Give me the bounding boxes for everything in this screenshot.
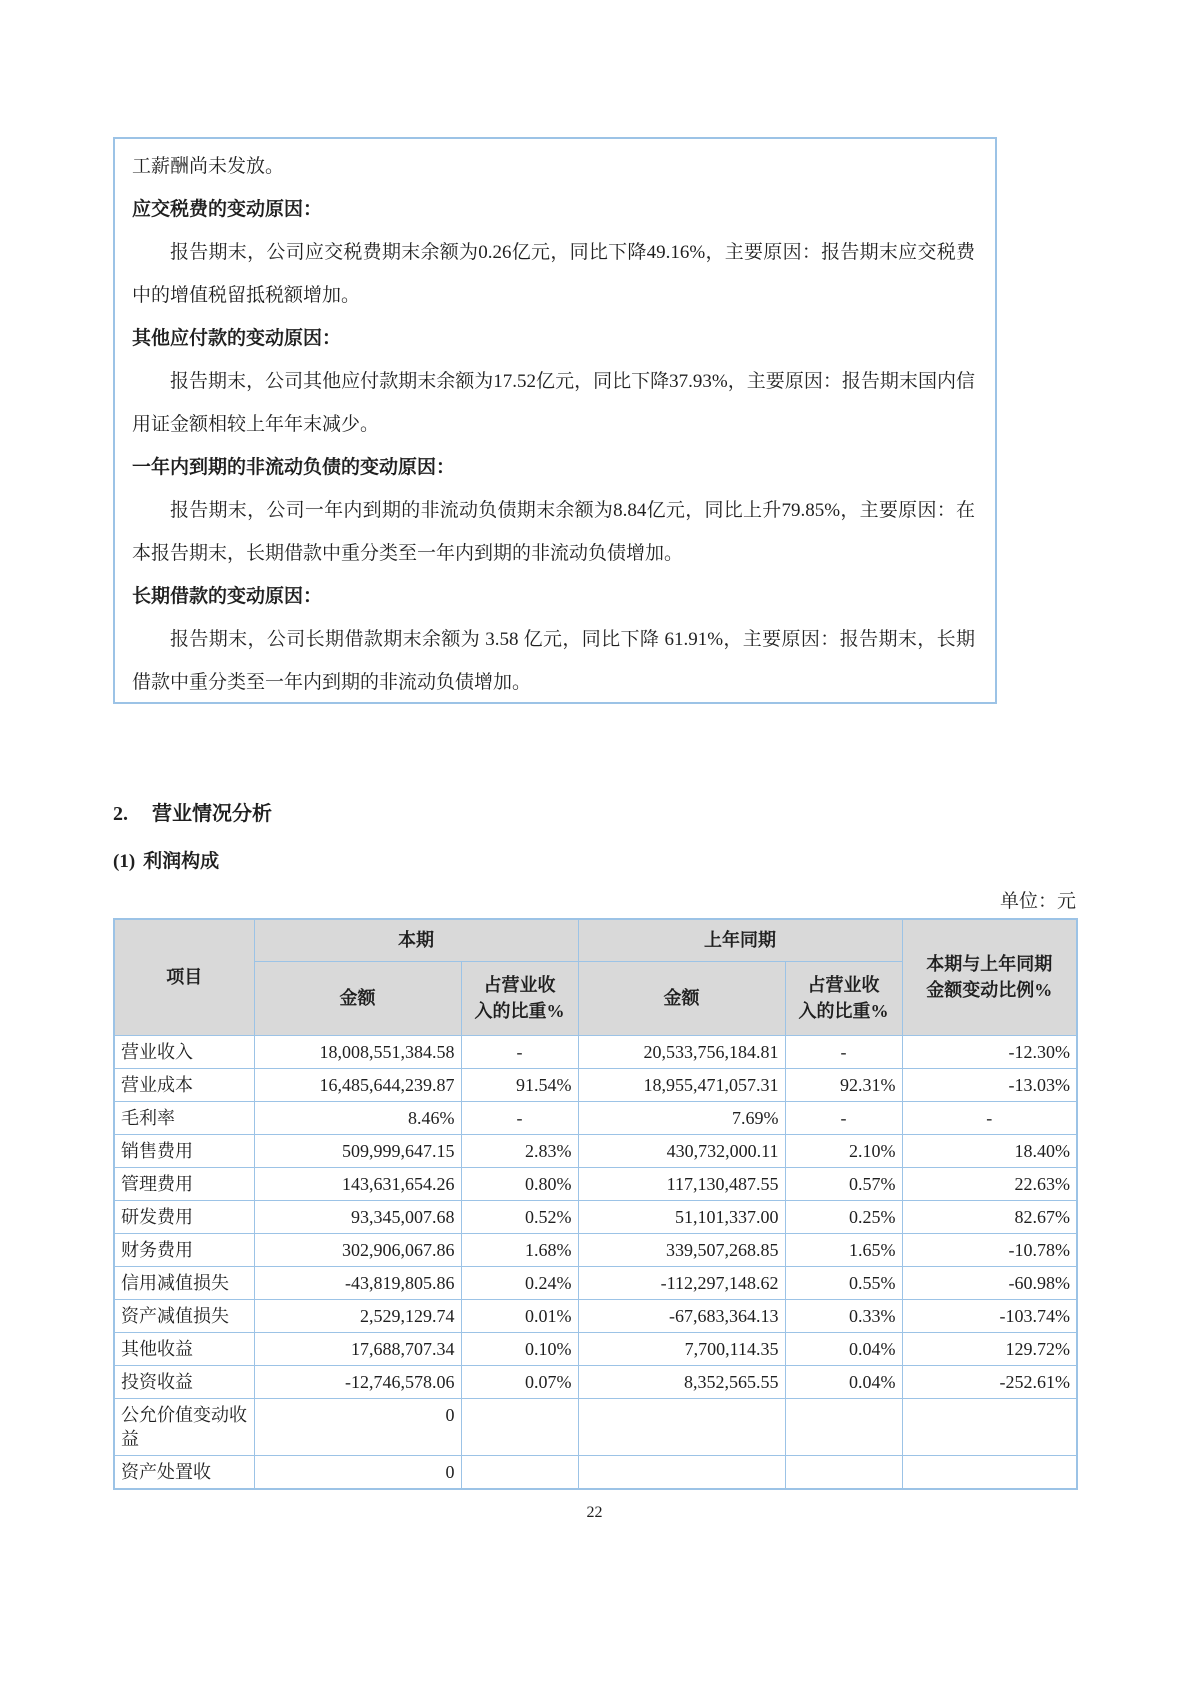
section-title: 营业情况分析 xyxy=(152,803,272,825)
table-cell: -252.61% xyxy=(902,1365,1077,1398)
box-paragraph: 报告期末，公司其他应付款期末余额为17.52亿元，同比下降37.93%，主要原因：报告期末国内信用证金额相较上年年末减少。 xyxy=(132,371,975,435)
header-current-ratio xyxy=(461,961,578,1035)
table-row xyxy=(114,1233,1077,1266)
header-ratio-line2: 入的比重% xyxy=(474,1001,565,1021)
page-number: 22 xyxy=(586,1503,603,1521)
table-cell: 430,732,000.11 xyxy=(578,1134,785,1167)
table-cell: 0 xyxy=(254,1398,461,1455)
header-item: 项目 xyxy=(114,919,254,1035)
box-paragraph: 报告期末，公司长期借款期末余额为 3.58 亿元，同比下降 61.91%，主要原因：报告期末，长期借款中重分类至一年内到期的非流动负债增加。 xyxy=(132,629,975,693)
table-cell: 0.07% xyxy=(461,1365,578,1398)
table-cell: 22.63% xyxy=(902,1167,1077,1200)
table-row xyxy=(114,1134,1077,1167)
table-cell: 公允价值变动收益 xyxy=(114,1398,254,1455)
table-cell: 0.04% xyxy=(785,1332,902,1365)
table-cell: 毛利率 xyxy=(114,1101,254,1134)
profit-composition-table xyxy=(113,918,1078,1490)
table-cell: - xyxy=(902,1101,1077,1134)
table-cell: 82.67% xyxy=(902,1200,1077,1233)
table-cell: 管理费用 xyxy=(114,1167,254,1200)
subsection-title: 利润构成 xyxy=(143,851,220,872)
table-cell: 营业收入 xyxy=(114,1035,254,1068)
profit-table-body xyxy=(114,1035,1077,1489)
table-cell: -112,297,148.62 xyxy=(578,1266,785,1299)
table-cell: 2.83% xyxy=(461,1134,578,1167)
table-cell: - xyxy=(461,1035,578,1068)
table-cell xyxy=(902,1455,1077,1489)
table-cell: 91.54% xyxy=(461,1068,578,1101)
table-cell: 投资收益 xyxy=(114,1365,254,1398)
table-cell: -12,746,578.06 xyxy=(254,1365,461,1398)
table-cell: 8,352,565.55 xyxy=(578,1365,785,1398)
box-paragraph: 工薪酬尚未发放。 xyxy=(132,156,285,177)
table-cell: 信用减值损失 xyxy=(114,1266,254,1299)
table-cell: 7,700,114.35 xyxy=(578,1332,785,1365)
table-cell: 0.01% xyxy=(461,1299,578,1332)
table-cell: 研发费用 xyxy=(114,1200,254,1233)
table-cell: 7.69% xyxy=(578,1101,785,1134)
table-row xyxy=(114,1398,1077,1455)
table-cell: 20,533,756,184.81 xyxy=(578,1035,785,1068)
header-group-current: 本期 xyxy=(254,919,578,961)
table-row xyxy=(114,1332,1077,1365)
table-cell xyxy=(902,1398,1077,1455)
table-cell xyxy=(461,1455,578,1489)
table-cell: -60.98% xyxy=(902,1266,1077,1299)
table-cell: - xyxy=(785,1101,902,1134)
table-cell: 1.68% xyxy=(461,1233,578,1266)
box-paragraph: 报告期末，公司一年内到期的非流动负债期末余额为8.84亿元，同比上升79.85%，主要原因：在本报告期末，长期借款中重分类至一年内到期的非流动负债增加。 xyxy=(132,500,975,564)
box-heading: 一年内到期的非流动负债的变动原因： xyxy=(132,457,456,478)
table-row xyxy=(114,1266,1077,1299)
header-ratio-line1: 占营业收 xyxy=(807,975,880,995)
table-cell: 0.10% xyxy=(461,1332,578,1365)
table-cell: 339,507,268.85 xyxy=(578,1233,785,1266)
table-cell: 92.31% xyxy=(785,1068,902,1101)
box-heading: 应交税费的变动原因： xyxy=(132,199,323,220)
header-ratio-line1: 占营业收 xyxy=(483,975,556,995)
table-cell: 93,345,007.68 xyxy=(254,1200,461,1233)
table-row xyxy=(114,1365,1077,1398)
table-cell: 其他收益 xyxy=(114,1332,254,1365)
change-reasons-box xyxy=(113,137,997,704)
table-cell: 0.33% xyxy=(785,1299,902,1332)
table-cell: -12.30% xyxy=(902,1035,1077,1068)
table-cell: 509,999,647.15 xyxy=(254,1134,461,1167)
table-row xyxy=(114,1068,1077,1101)
subsection-label: (1) xyxy=(113,851,136,872)
table-cell: 0.24% xyxy=(461,1266,578,1299)
table-cell: 资产减值损失 xyxy=(114,1299,254,1332)
table-cell: 0.55% xyxy=(785,1266,902,1299)
table-cell: 0.80% xyxy=(461,1167,578,1200)
table-cell: 0.52% xyxy=(461,1200,578,1233)
table-cell: -10.78% xyxy=(902,1233,1077,1266)
header-change-line2: 金额变动比例% xyxy=(926,980,1053,1001)
table-cell: 1.65% xyxy=(785,1233,902,1266)
table-cell: 2.10% xyxy=(785,1134,902,1167)
table-cell: 17,688,707.34 xyxy=(254,1332,461,1365)
table-cell: 0.25% xyxy=(785,1200,902,1233)
table-cell xyxy=(578,1455,785,1489)
table-cell xyxy=(785,1455,902,1489)
table-cell: 0 xyxy=(254,1455,461,1489)
profit-table-head xyxy=(114,919,1077,1035)
table-cell: 0.04% xyxy=(785,1365,902,1398)
table-cell: -43,819,805.86 xyxy=(254,1266,461,1299)
header-change xyxy=(902,919,1077,1035)
table-cell: 143,631,654.26 xyxy=(254,1167,461,1200)
table-cell: 8.46% xyxy=(254,1101,461,1134)
header-change-line1: 本期与上年同期 xyxy=(926,954,1053,975)
table-row xyxy=(114,1167,1077,1200)
table-cell: 销售费用 xyxy=(114,1134,254,1167)
table-cell xyxy=(461,1398,578,1455)
table-cell: 302,906,067.86 xyxy=(254,1233,461,1266)
header-prior-ratio xyxy=(785,961,902,1035)
box-heading: 长期借款的变动原因： xyxy=(132,586,323,607)
table-cell: 财务费用 xyxy=(114,1233,254,1266)
table-cell: 18,008,551,384.58 xyxy=(254,1035,461,1068)
header-current-amount: 金额 xyxy=(254,961,461,1035)
box-heading: 其他应付款的变动原因： xyxy=(132,328,342,349)
table-cell: 营业成本 xyxy=(114,1068,254,1101)
table-cell xyxy=(785,1398,902,1455)
subsection-heading xyxy=(113,846,219,873)
profit-table-wrap xyxy=(113,918,1076,1522)
header-group-prior: 上年同期 xyxy=(578,919,902,961)
table-row xyxy=(114,1101,1077,1134)
header-row-groups xyxy=(114,919,1077,961)
table-cell: 18.40% xyxy=(902,1134,1077,1167)
table-cell: - xyxy=(461,1101,578,1134)
table-cell: -13.03% xyxy=(902,1068,1077,1101)
table-row xyxy=(114,1455,1077,1489)
table-cell: 16,485,644,239.87 xyxy=(254,1068,461,1101)
table-row xyxy=(114,1299,1077,1332)
table-cell: 117,130,487.55 xyxy=(578,1167,785,1200)
table-cell: 2,529,129.74 xyxy=(254,1299,461,1332)
header-prior-amount: 金额 xyxy=(578,961,785,1035)
table-cell: 18,955,471,057.31 xyxy=(578,1068,785,1101)
table-cell: -103.74% xyxy=(902,1299,1077,1332)
section-number: 2. xyxy=(113,803,128,825)
table-row xyxy=(114,1035,1077,1068)
table-cell: 51,101,337.00 xyxy=(578,1200,785,1233)
unit-label: 单位：元 xyxy=(999,891,1076,912)
table-cell: -67,683,364.13 xyxy=(578,1299,785,1332)
box-paragraph: 报告期末，公司应交税费期末余额为0.26亿元，同比下降49.16%，主要原因：报告期末应交税费中的增值税留抵税额增加。 xyxy=(132,242,975,306)
table-cell xyxy=(578,1398,785,1455)
table-cell: 0.57% xyxy=(785,1167,902,1200)
table-cell: 资产处置收 xyxy=(114,1455,254,1489)
header-ratio-line2: 入的比重% xyxy=(798,1001,889,1021)
table-cell: - xyxy=(785,1035,902,1068)
table-row xyxy=(114,1200,1077,1233)
table-cell: 129.72% xyxy=(902,1332,1077,1365)
section-heading xyxy=(113,797,272,826)
